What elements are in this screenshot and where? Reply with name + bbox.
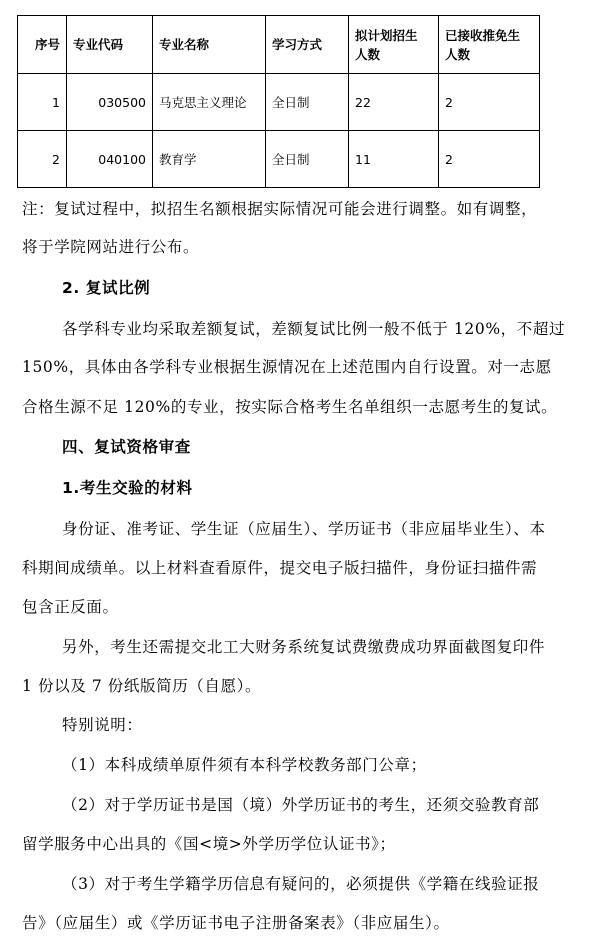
body-line: 合格生源不足 120%的专业，按实际合格考生名单组织一志愿考生的复试。 [22, 398, 558, 416]
body-line: 包含正反面。 [22, 598, 119, 616]
special-note-label: 特别说明： [62, 716, 143, 734]
cell-index: 1 [18, 74, 67, 131]
table-row [18, 74, 540, 131]
body-line: 另外，考生还需提交北工大财务系统复试费缴费成功界面截图复印件 [62, 638, 546, 656]
section-heading-review: 四、复试资格审查 [62, 438, 191, 456]
list-item: （3）对于考生学籍学历信息有疑问的，必须提供《学籍在线验证报 [62, 875, 540, 893]
cell-recommended: 2 [439, 131, 540, 188]
cell-plan: 11 [349, 131, 439, 188]
header-rec-line2: 人数 [445, 46, 471, 62]
cell-index: 2 [18, 131, 67, 188]
table-row [18, 131, 540, 188]
cell-name: 教育学 [153, 131, 266, 188]
subsection-heading-materials: 1.考生交验的材料 [62, 479, 193, 497]
header-cell-recommended [439, 16, 540, 74]
cell-plan: 22 [349, 74, 439, 131]
note-line-1: 注：复试过程中，拟招生名额根据实际情况可能会进行调整。如有调整， [22, 200, 538, 218]
cell-mode: 全日制 [266, 74, 349, 131]
header-cell-code: 专业代码 [67, 16, 153, 74]
list-item: （2）对于学历证书是国（境）外学历证书的考生，还须交验教育部 [62, 796, 540, 814]
list-item-continuation: 留学服务中心出具的《国<境>外学历学位认证书》； [22, 835, 396, 853]
cell-code: 030500 [67, 74, 153, 131]
body-line: 科期间成绩单。以上材料查看原件，提交电子版扫描件，身份证扫描件需 [22, 559, 538, 577]
header-cell-mode: 学习方式 [266, 16, 349, 74]
header-plan-line2: 人数 [355, 46, 381, 62]
header-plan-line1: 拟计划招生 [355, 27, 418, 43]
cell-mode: 全日制 [266, 131, 349, 188]
body-line: 150%，具体由各学科专业根据生源情况在上述范围内自行设置。对一志愿 [22, 358, 552, 376]
list-item-continuation: 告》（应届生）或《学历证书电子注册备案表》（非应届生）。 [22, 914, 450, 932]
list-item: （1）本科成绩单原件须有本科学校教务部门公章； [62, 756, 427, 774]
cell-recommended: 2 [439, 74, 540, 131]
header-cell-plan [349, 16, 439, 74]
enrollment-table [17, 15, 540, 188]
header-rec-line1: 已接收推免生 [445, 27, 521, 43]
header-cell-index: 序号 [18, 16, 67, 74]
note-line-2: 将于学院网站进行公布。 [22, 238, 200, 256]
cell-code: 040100 [67, 131, 153, 188]
body-line: 1 份以及 7 份纸版简历（自愿）。 [22, 677, 262, 695]
section-heading-ratio: 2. 复试比例 [62, 279, 151, 297]
body-line: 身份证、准考证、学生证（应届生）、学历证书（非应届毕业生）、本 [62, 520, 546, 538]
table-header-row [18, 16, 540, 74]
cell-name: 马克思主义理论 [153, 74, 266, 131]
header-cell-name: 专业名称 [153, 16, 266, 74]
body-line: 各学科专业均采取差额复试，差额复试比例一般不低于 120%，不超过 [62, 320, 566, 338]
